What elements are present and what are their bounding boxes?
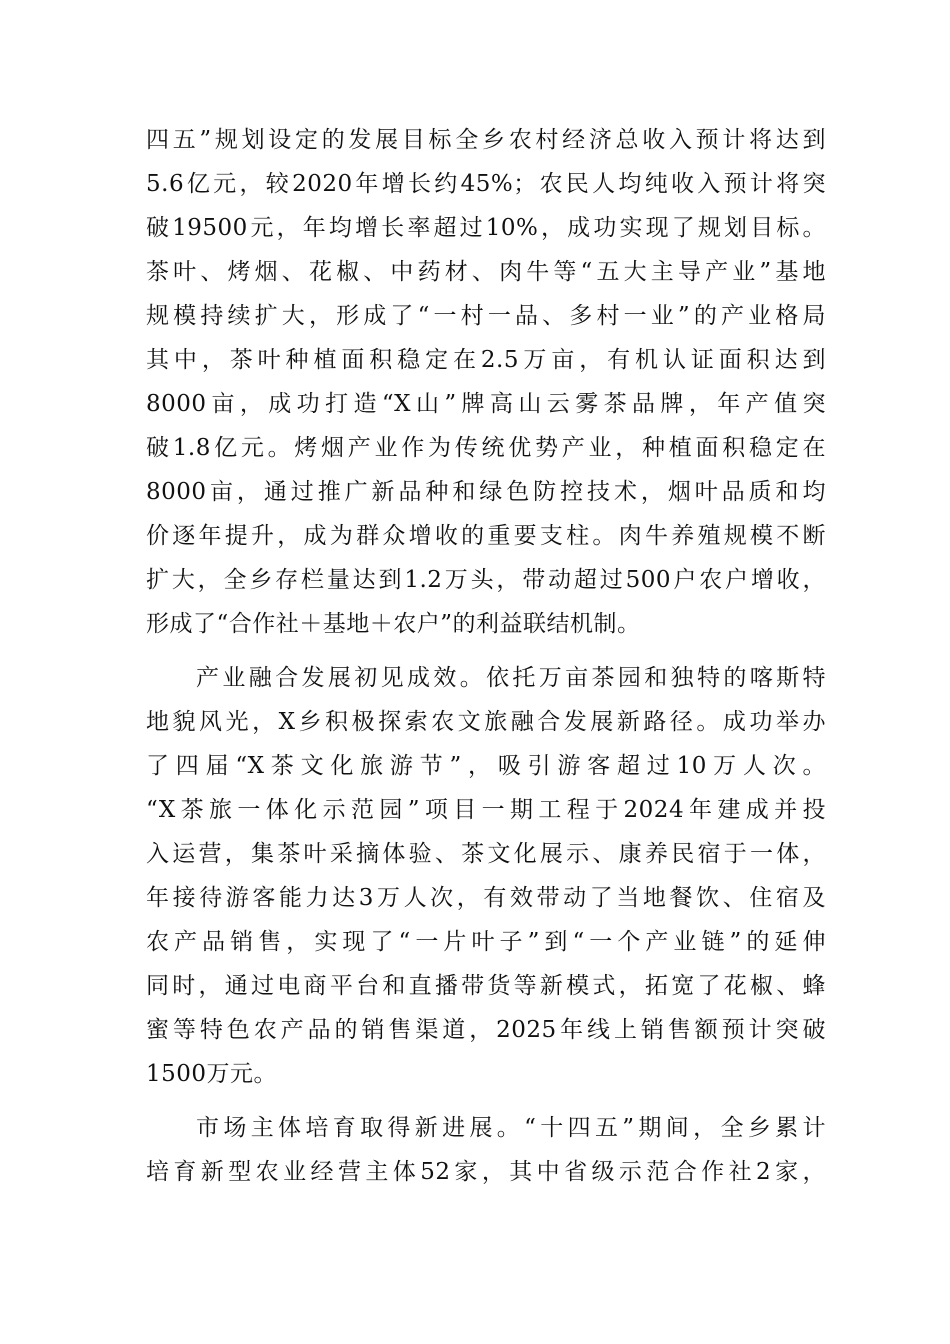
text-line: 扩大，全乡存栏量达到1.2万头，带动超过500户农户增收， <box>146 567 826 593</box>
text-line: 产业融合发展初见成效。依托万亩茶园和独特的喀斯特 <box>196 665 826 691</box>
text-line: 农产品销售，实现了“一片叶子”到“一个产业链”的延伸 <box>146 929 826 955</box>
text-line: 价逐年提升，成为群众增收的重要支柱。肉牛养殖规模不断 <box>146 523 826 549</box>
text-line: 蜜等特色农产品的销售渠道，2025年线上销售额预计突破 <box>146 1017 826 1043</box>
text-line: 8000亩，通过推广新品种和绿色防控技术，烟叶品质和均 <box>146 479 826 505</box>
text-line: 地貌风光，X乡积极探索农文旅融合发展新路径。成功举办 <box>146 709 826 735</box>
text-line: 破19500元，年均增长率超过10%，成功实现了规划目标。 <box>146 215 826 241</box>
text-line: 入运营，集茶叶采摘体验、茶文化展示、康养民宿于一体， <box>146 841 826 867</box>
text-line: “X茶旅一体化示范园”项目一期工程于2024年建成并投 <box>146 797 826 823</box>
text-line: 破1.8亿元。烤烟产业作为传统优势产业，种植面积稳定在 <box>146 435 826 461</box>
text-line: 规模持续扩大，形成了“一村一品、多村一业”的产业格局 <box>146 303 826 329</box>
text-line: 培育新型农业经营主体52家，其中省级示范合作社2家， <box>146 1159 826 1185</box>
text-line: 形成了“合作社＋基地＋农户”的利益联结机制。 <box>146 611 641 637</box>
text-line: 1500万元。 <box>146 1061 278 1087</box>
text-line: 其中，茶叶种植面积稳定在2.5万亩，有机认证面积达到 <box>146 347 826 373</box>
text-line: 了四届“X茶文化旅游节”，吸引游客超过10万人次。 <box>146 753 826 779</box>
text-line: 同时，通过电商平台和直播带货等新模式，拓宽了花椒、蜂 <box>146 973 826 999</box>
text-line: 8000亩，成功打造“X山”牌高山云雾茶品牌，年产值突 <box>146 391 826 417</box>
text-line: 茶叶、烤烟、花椒、中药材、肉牛等“五大主导产业”基地 <box>146 259 826 285</box>
text-line: 市场主体培育取得新进展。“十四五”期间，全乡累计 <box>196 1115 826 1141</box>
text-line: 四五”规划设定的发展目标全乡农村经济总收入预计将达到 <box>146 127 826 153</box>
text-line: 年接待游客能力达3万人次，有效带动了当地餐饮、住宿及 <box>146 885 826 911</box>
text-line: 5.6亿元，较2020年增长约45%；农民人均纯收入预计将突 <box>146 171 826 197</box>
